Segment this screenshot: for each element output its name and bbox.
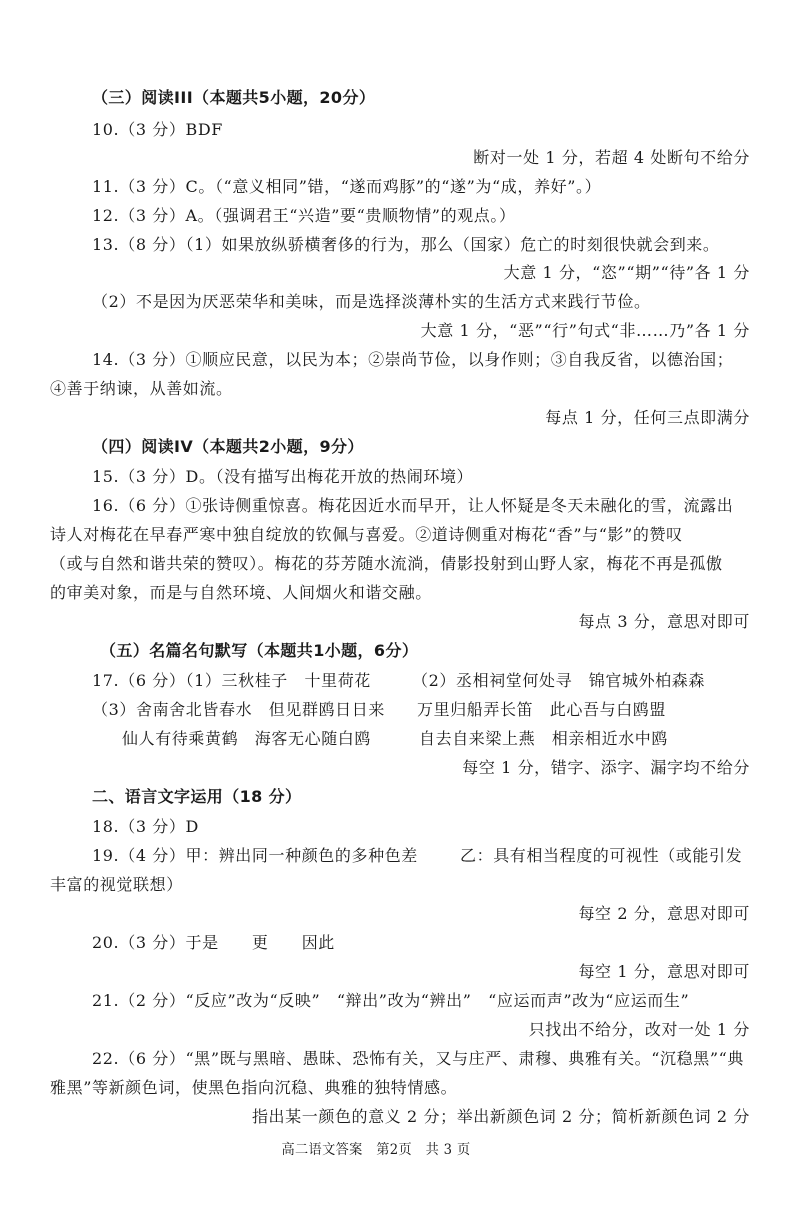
scoring-note-q16: 每点 3 分，意思对即可: [578, 612, 750, 631]
scoring-note-q17: 每空 1 分，错字、添字、漏字均不给分: [462, 758, 750, 777]
answer-q13-part2: （2）不是因为厌恶荣华和美味，而是选择淡薄朴实的生活方式来践行节俭。: [92, 292, 651, 311]
answer-q16-line1: 16.（6 分）①张诗侧重惊喜。梅花因近水而早开，让人怀疑是冬天未融化的雪，流露出: [92, 496, 734, 515]
answer-q14-line2: ④善于纳谏，从善如流。: [50, 379, 233, 398]
answer-q21: 21.（2 分）“反应”改为“反映” “辩出”改为“辨出” “应运而声”改为“应运而生”: [92, 991, 690, 1010]
answer-q17-line1-part1: 17.（6 分）（1）三秋桂子 十里荷花: [92, 671, 371, 690]
answer-q19-line2: 丰富的视觉联想）: [50, 875, 183, 894]
scoring-note-q21: 只找出不给分，改对一处 1 分: [528, 1020, 750, 1039]
answer-q17-line3-part2: 自去自来梁上燕 相亲相近水中鸥: [419, 729, 669, 748]
answer-q17-line2-part2: 万里归船弄长笛 此心吾与白鸥盟: [417, 700, 667, 719]
answer-q19-line1-part1: 19.（4 分）甲：辨出同一种颜色的多种色差: [92, 846, 418, 865]
answer-q17-line3-part1: 仙人有待乘黄鹤 海客无心随白鸥: [122, 729, 372, 748]
answer-q19-line1-part2: 乙：具有相当程度的可视性（或能引发: [460, 846, 743, 865]
answer-q16-line4: 的审美对象，而是与自然环境、人间烟火和谐交融。: [50, 583, 432, 602]
answer-q11: 11.（3 分）C。（“意义相同”错，“遂而鸡豚”的“遂”为“成，养好”。）: [92, 177, 602, 196]
answer-q12: 12.（3 分）A。（强调君王“兴造”要“贵顺物情”的观点。）: [92, 206, 516, 225]
answer-q16-line3: （或与自然和谐共荣的赞叹）。梅花的芬芳随水流淌，倩影投射到山野人家，梅花不再是孤傲: [50, 554, 723, 573]
scoring-note-q13-part2: 大意 1 分，“恶”“行”句式“非……乃”各 1 分: [420, 321, 750, 340]
section-heading-reading-3: （三）阅读III（本题共5小题，20分）: [92, 88, 376, 107]
section-heading-reading-4: （四）阅读IV（本题共2小题，9分）: [92, 437, 364, 456]
answer-q22-line1: 22.（6 分）“黑”既与黑暗、愚昧、恐怖有关，又与庄严、肃穆、典雅有关。“沉稳黑”“典: [92, 1049, 745, 1068]
answer-q17-line2-part1: （3）舍南舍北皆春水 但见群鸥日日来: [92, 700, 385, 719]
section-heading-dictation: （五）名篇名句默写（本题共1小题，6分）: [100, 641, 419, 660]
page-footer: 高二语文答案 第2页 共 3 页: [281, 1142, 471, 1158]
answer-q14-line1: 14.（3 分）①顺应民意，以民为本；②崇尚节俭，以身作则；③自我反省，以德治国；: [92, 350, 734, 369]
scoring-note-q19: 每空 2 分，意思对即可: [578, 904, 750, 923]
answer-q10: 10.（3 分）BDF: [92, 120, 223, 139]
scoring-note-q13-part1: 大意 1 分，“恣”“期”“待”各 1 分: [503, 263, 750, 282]
scoring-note-q20: 每空 1 分，意思对即可: [578, 962, 750, 981]
answer-q13-part1: 13.（8 分）（1）如果放纵骄横奢侈的行为，那么（国家）危亡的时刻很快就会到来。: [92, 235, 720, 254]
section-heading-language-use: 二、语言文字运用（18 分）: [92, 787, 302, 806]
answer-q20: 20.（3 分）于是 更 因此: [92, 933, 335, 952]
answer-q17-line1-part2: （2）丞相祠堂何处寻 锦官城外柏森森: [412, 671, 705, 690]
answer-q16-line2: 诗人对梅花在早春严寒中独自绽放的钦佩与喜爱。②道诗侧重对梅花“香”与“影”的赞叹: [50, 525, 683, 544]
scoring-note-q14: 每点 1 分，任何三点即满分: [545, 408, 750, 427]
answer-q22-line2: 雅黑”等新颜色词，使黑色指向沉稳、典雅的独特情感。: [50, 1078, 458, 1097]
answer-q15: 15.（3 分）D。（没有描写出梅花开放的热闹环境）: [92, 467, 474, 486]
scoring-note-q10: 断对一处 1 分，若超 4 处断句不给分: [473, 148, 750, 167]
answer-q18: 18.（3 分）D: [92, 817, 199, 836]
scoring-note-q22: 指出某一颜色的意义 2 分；举出新颜色词 2 分；简析新颜色词 2 分: [251, 1107, 750, 1126]
